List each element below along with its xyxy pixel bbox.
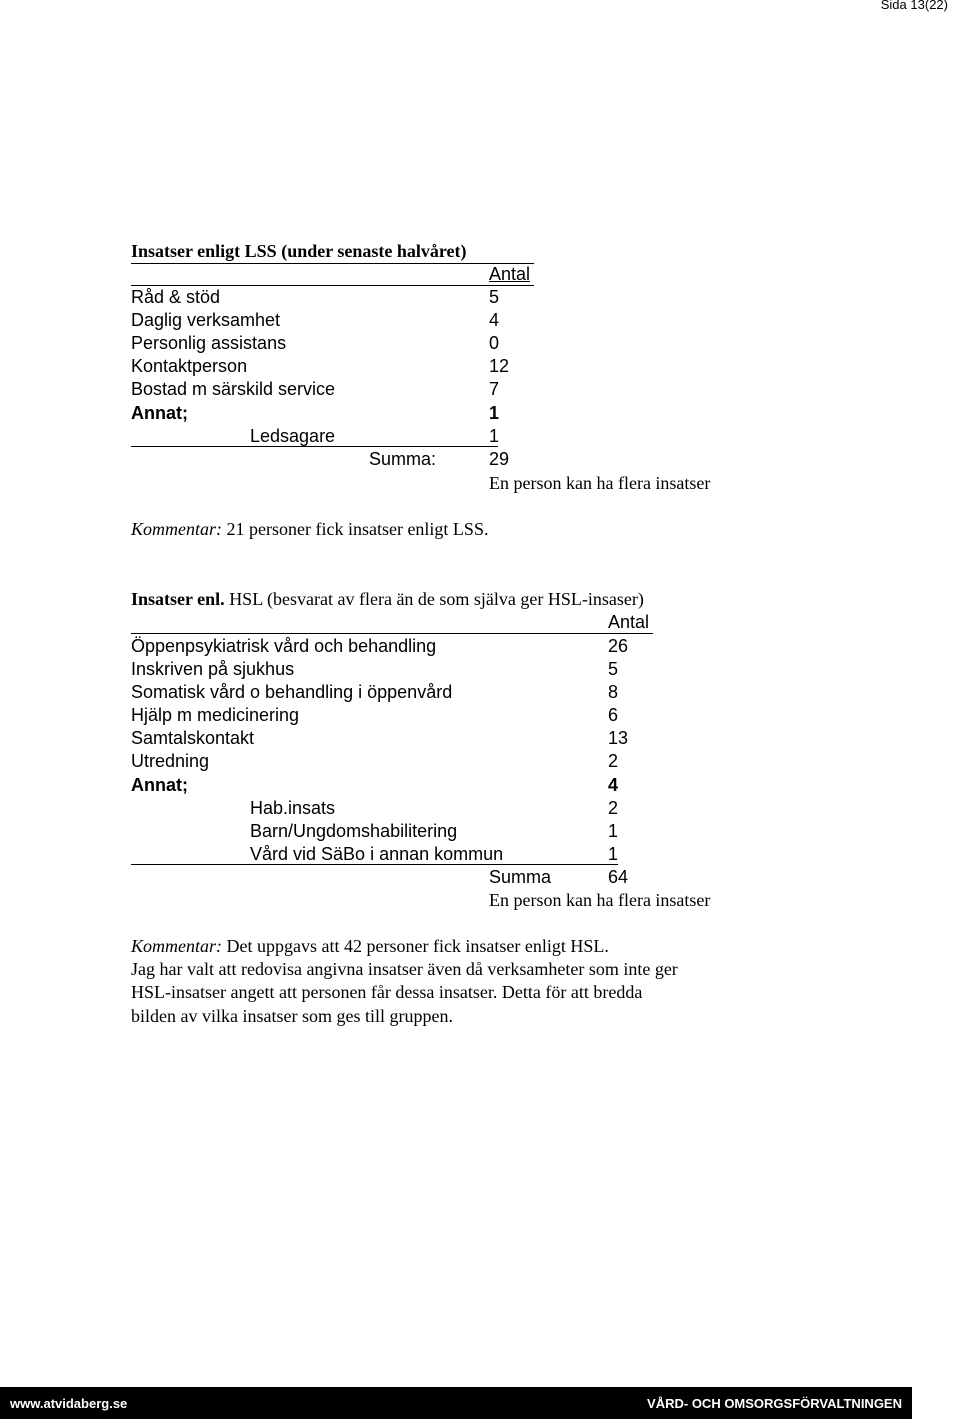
hsl-comment-text: Det uppgavs att 42 personer fick insatser enligt HSL. — [226, 936, 609, 956]
hsl-section-title — [131, 588, 644, 610]
lss-count-header: Antal — [489, 264, 531, 284]
hsl-count-header: Antal — [608, 612, 650, 632]
hsl-comment-line — [131, 935, 609, 957]
hsl-row-value-other: 4 — [608, 775, 619, 795]
hsl-sum-label: Summa — [489, 867, 552, 887]
hsl-row-value: 6 — [608, 705, 619, 725]
hsl-row-label: Samtalskontakt — [131, 728, 255, 748]
hsl-row-value: 13 — [608, 728, 629, 748]
page-label: Sida — [880, 0, 907, 12]
hsl-subrow-value: 1 — [608, 821, 619, 841]
lss-row-value: 4 — [489, 310, 500, 330]
hsl-sum-rule — [131, 864, 618, 865]
hsl-title-bold: Insatser enl. — [131, 589, 225, 609]
lss-row-value: 7 — [489, 379, 500, 399]
lss-row-label-other: Annat; — [131, 403, 188, 423]
lss-sum-rule — [131, 446, 498, 447]
lss-section-title: Insatser enligt LSS (under senaste halvåret) — [131, 241, 467, 261]
hsl-title-rest: HSL (besvarat av flera än de som själva ger HSL-insaser) — [229, 589, 644, 609]
hsl-row-value: 2 — [608, 751, 619, 771]
lss-row-label: Daglig verksamhet — [131, 310, 281, 330]
page-total: (22) — [924, 0, 948, 12]
footer-department: VÅRD- OCH OMSORGSFÖRVALTNINGEN — [647, 1396, 902, 1411]
lss-sum-label: Summa: — [369, 449, 437, 469]
footer-website-link[interactable]: www.atvidaberg.se — [10, 1396, 128, 1411]
page-current: 13 — [910, 0, 925, 12]
hsl-row-label: Utredning — [131, 751, 210, 771]
lss-row-label: Bostad m särskild service — [131, 379, 336, 399]
hsl-subrow-label: Vård vid SäBo i annan kommun — [250, 844, 504, 864]
hsl-row-label: Hjälp m medicinering — [131, 705, 300, 725]
hsl-row-label-other: Annat; — [131, 775, 188, 795]
lss-note: En person kan ha flera insatser — [489, 473, 711, 493]
lss-row-value: 0 — [489, 333, 500, 353]
lss-row-label: Personlig assistans — [131, 333, 287, 353]
hsl-row-label: Öppenpsykiatrisk vård och behandling — [131, 636, 437, 656]
hsl-row-label: Somatisk vård o behandling i öppenvård — [131, 682, 453, 702]
hsl-header-rule — [131, 633, 653, 634]
hsl-comment-line: HSL-insatser angett att personen får dessa insatser. Detta för att bredda — [131, 982, 643, 1002]
hsl-row-value: 8 — [608, 682, 619, 702]
hsl-subrow-value: 2 — [608, 798, 619, 818]
lss-comment-label: Kommentar: — [131, 519, 222, 539]
lss-row-value-other: 1 — [489, 403, 500, 423]
hsl-row-label: Inskriven på sjukhus — [131, 659, 295, 679]
page-number — [881, 0, 948, 12]
hsl-subrow-label: Barn/Ungdomshabilitering — [250, 821, 458, 841]
lss-comment — [131, 518, 488, 540]
hsl-sum-value: 64 — [608, 867, 629, 887]
lss-row-label: Kontaktperson — [131, 356, 248, 376]
hsl-row-value: 26 — [608, 636, 629, 656]
page-footer — [0, 1387, 912, 1419]
lss-comment-text: 21 personer fick insatser enligt LSS. — [226, 519, 489, 539]
hsl-comment-line: Jag har valt att redovisa angivna insatser även då verksamheter som inte ger — [131, 959, 678, 979]
lss-subrow-label: Ledsagare — [250, 426, 336, 446]
hsl-comment-line: bilden av vilka insatser som ges till gruppen. — [131, 1006, 453, 1026]
lss-subrow-value: 1 — [489, 426, 500, 446]
hsl-subrow-value: 1 — [608, 844, 619, 864]
hsl-row-value: 5 — [608, 659, 619, 679]
hsl-note: En person kan ha flera insatser — [489, 890, 711, 910]
lss-row-label: Råd & stöd — [131, 287, 221, 307]
lss-row-value: 5 — [489, 287, 500, 307]
lss-row-value: 12 — [489, 356, 510, 376]
hsl-subrow-label: Hab.insats — [250, 798, 336, 818]
hsl-comment-label: Kommentar: — [131, 936, 222, 956]
lss-sum-value: 29 — [489, 449, 510, 469]
lss-title-underline — [131, 263, 534, 264]
